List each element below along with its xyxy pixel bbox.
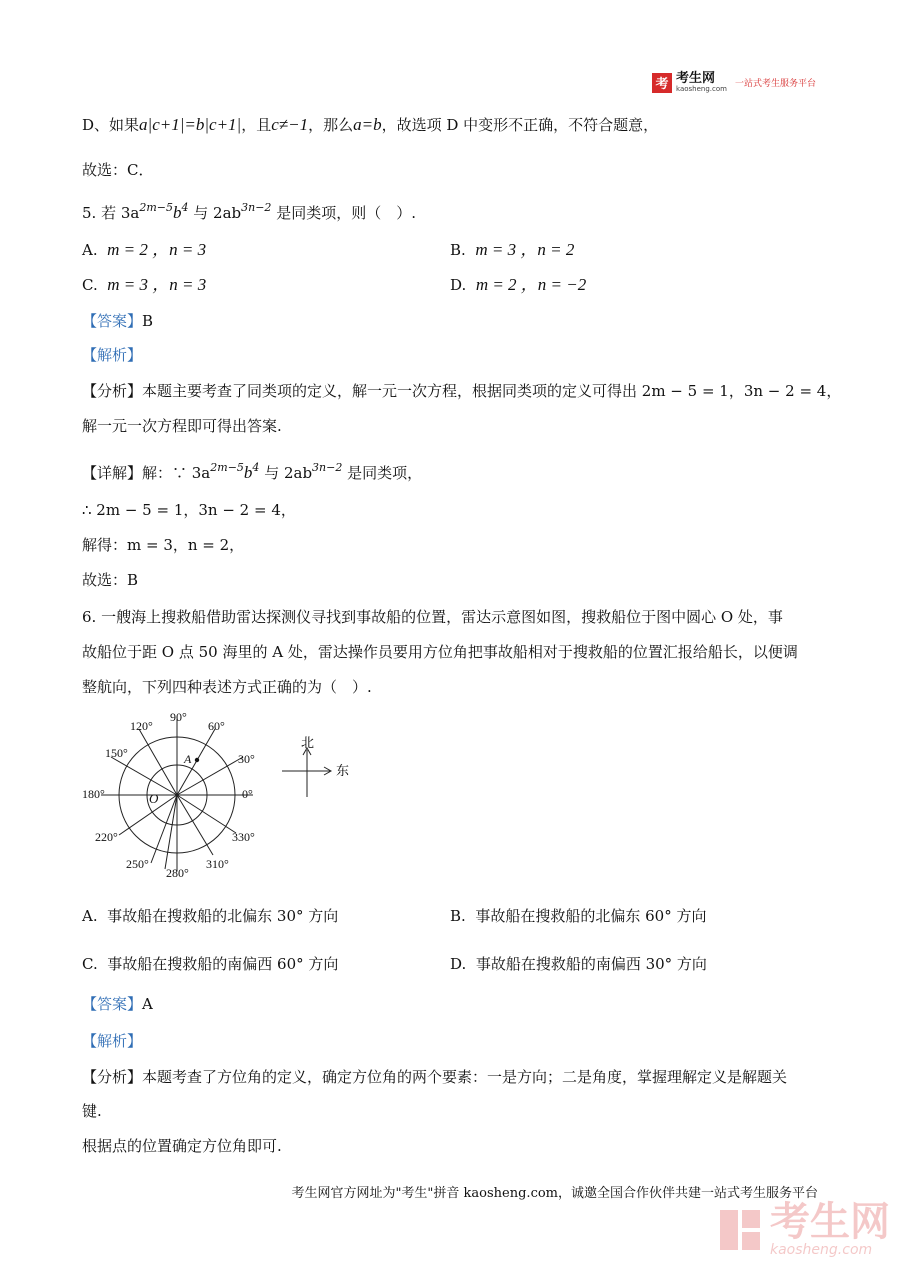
label-point-a: A	[184, 752, 192, 766]
q5-stem-exp3: 3n−2	[241, 201, 272, 214]
q5-option-c	[82, 275, 206, 295]
q4-choose: 故选：C．	[82, 161, 154, 179]
ray-280	[165, 795, 177, 869]
q5-detail-exp3: 3n−2	[312, 461, 343, 474]
label-280: 280°	[166, 866, 189, 880]
label-310: 310°	[206, 857, 229, 871]
q4-d-suffix: ，故选项 D 中变形不正确，不符合题意，	[381, 116, 659, 134]
q5-option-b	[450, 240, 574, 260]
answer-value: A	[142, 995, 153, 1013]
q6-option-c	[82, 954, 338, 974]
q6-answer	[82, 994, 153, 1014]
option-label: D.	[450, 276, 467, 294]
q5-detail-prefix: 【详解】解：∵ 3a	[82, 464, 211, 482]
option-text: m = 2 ，n = 3	[107, 240, 207, 259]
q5-choose: 故选：B	[82, 571, 139, 589]
radar-diagram	[70, 705, 370, 890]
q5-option-d	[450, 275, 586, 295]
logo-text	[676, 72, 727, 93]
q5-stem-mid: 与 2ab	[188, 204, 242, 222]
option-text: 事故船在搜救船的北偏东 30° 方向	[107, 907, 339, 925]
q6-option-d	[450, 954, 707, 974]
q6-analysis-line2: 键.	[82, 1102, 102, 1120]
label-30: 30°	[238, 752, 255, 766]
q5-analysis-tag: 【解析】	[82, 346, 143, 364]
label-120: 120°	[130, 719, 153, 733]
ray-120	[139, 729, 177, 795]
option-label: C.	[82, 276, 98, 294]
logo-mark-icon: 考	[652, 73, 672, 93]
q5-stem	[82, 198, 416, 223]
option-text: 事故船在搜救船的南偏西 30° 方向	[475, 955, 707, 973]
q6-stem-line3: 整航向，下列四种表述方式正确的为（ ）.	[82, 678, 372, 696]
label-0: 0°	[242, 787, 253, 801]
label-180: 180°	[82, 787, 105, 801]
ray-150	[111, 757, 177, 795]
q5-stem-suffix: 是同类项，则（ ）.	[271, 204, 416, 222]
q5-detail	[82, 458, 422, 483]
q6-stem-line1: 6. 一艘海上搜救船借助雷达探测仪寻找到事故船的位置，雷达示意图如图，搜救船位于图中圆心 O 处，事	[82, 608, 783, 626]
q6-option-b	[450, 906, 706, 926]
q5-step2: 解得：m = 3，n = 2，	[82, 536, 245, 554]
header-logo	[652, 72, 816, 93]
q6-analysis-tag: 【解析】	[82, 1032, 143, 1050]
q5-analysis-line1: 【分析】本题主要考查了同类项的定义，解一元一次方程，根据同类项的定义可得出 2m − 5 = 1，3n − 2 = 4，	[82, 382, 842, 400]
q4-d-expr: a|c+1|=b|c+1|	[139, 115, 242, 134]
option-text: 事故船在搜救船的南偏西 60° 方向	[107, 955, 339, 973]
label-220: 220°	[95, 830, 118, 844]
option-label: A.	[82, 241, 98, 259]
q5-stem-prefix: 5. 若 3a	[82, 204, 140, 222]
ray-60	[177, 729, 215, 795]
option-text: m = 3 ，n = 3	[107, 275, 207, 294]
option-label: A.	[82, 907, 98, 925]
q4-d-mid2: ，那么	[308, 116, 354, 134]
q4-d-prefix: D、如果	[82, 116, 140, 134]
label-250: 250°	[126, 857, 149, 871]
q4-d-concl: a=b	[353, 115, 382, 134]
option-label: B.	[450, 241, 466, 259]
label-330: 330°	[232, 830, 255, 844]
watermark-domain: kaosheng.com	[770, 1242, 873, 1258]
q6-analysis-line3: 根据点的位置确定方位角即可.	[82, 1137, 282, 1155]
option-text: m = 2 ，n = −2	[475, 275, 587, 294]
option-label: C.	[82, 955, 98, 973]
footer-text: 考生网官方网址为"考生"拼音 kaosheng.com，诚邀全国合作伙伴共建一站式考生服务平台	[291, 1186, 818, 1201]
answer-tag: 【答案】	[82, 995, 143, 1013]
watermark	[718, 1199, 890, 1258]
q5-stem-b: b	[173, 203, 182, 222]
q5-option-a	[82, 240, 206, 260]
logo-brand: 考生网	[676, 71, 716, 86]
option-label: D.	[450, 955, 467, 973]
option-label: B.	[450, 907, 466, 925]
q5-analysis-line2: 解一元一次方程即可得出答案.	[82, 417, 282, 435]
option-text: 事故船在搜救船的北偏东 60° 方向	[475, 907, 707, 925]
q5-detail-exp1: 2m−5	[210, 461, 244, 474]
q5-step1: ∴ 2m − 5 = 1，3n − 2 = 4，	[82, 501, 296, 519]
q5-detail-mid: 与 2ab	[259, 464, 313, 482]
q6-option-a	[82, 906, 338, 926]
logo-domain: kaosheng.com	[676, 85, 727, 93]
q5-detail-b: b	[243, 463, 253, 482]
q4-option-d	[82, 115, 658, 135]
q4-d-cond: c≠−1	[271, 115, 309, 134]
compass-north: 北	[301, 735, 315, 750]
q6-stem-line2: 故船位于距 O 点 50 海里的 A 处，雷达操作员要用方位角把事故船相对于搜救船的位置汇报给船长，以便调	[82, 643, 798, 661]
logo-slogan: 一站式考生服务平台	[734, 79, 816, 89]
label-90: 90°	[170, 710, 187, 724]
label-center-o: O	[149, 791, 159, 806]
q5-detail-suffix: 是同类项，	[342, 464, 423, 482]
compass-east: 东	[336, 763, 350, 778]
point-a-marker	[195, 758, 199, 762]
q5-stem-exp1: 2m−5	[139, 201, 173, 214]
label-60: 60°	[208, 719, 225, 733]
answer-tag: 【答案】	[82, 312, 143, 330]
answer-value: B	[142, 312, 154, 330]
q6-analysis-line1: 【分析】本题考查了方位角的定义，确定方位角的两个要素：一是方向；二是角度，掌握理解定义是解题关	[82, 1068, 788, 1086]
compass-icon	[282, 748, 331, 797]
q5-detail-exp2: 4	[252, 461, 260, 474]
watermark-logo-icon	[718, 1208, 762, 1252]
option-text: m = 3 ，n = 2	[475, 240, 575, 259]
q5-stem-exp2: 4	[181, 201, 189, 214]
q5-answer	[82, 311, 153, 331]
q4-d-mid: ，且	[241, 116, 272, 134]
label-150: 150°	[105, 746, 128, 760]
watermark-text: 考生网	[770, 1199, 890, 1245]
